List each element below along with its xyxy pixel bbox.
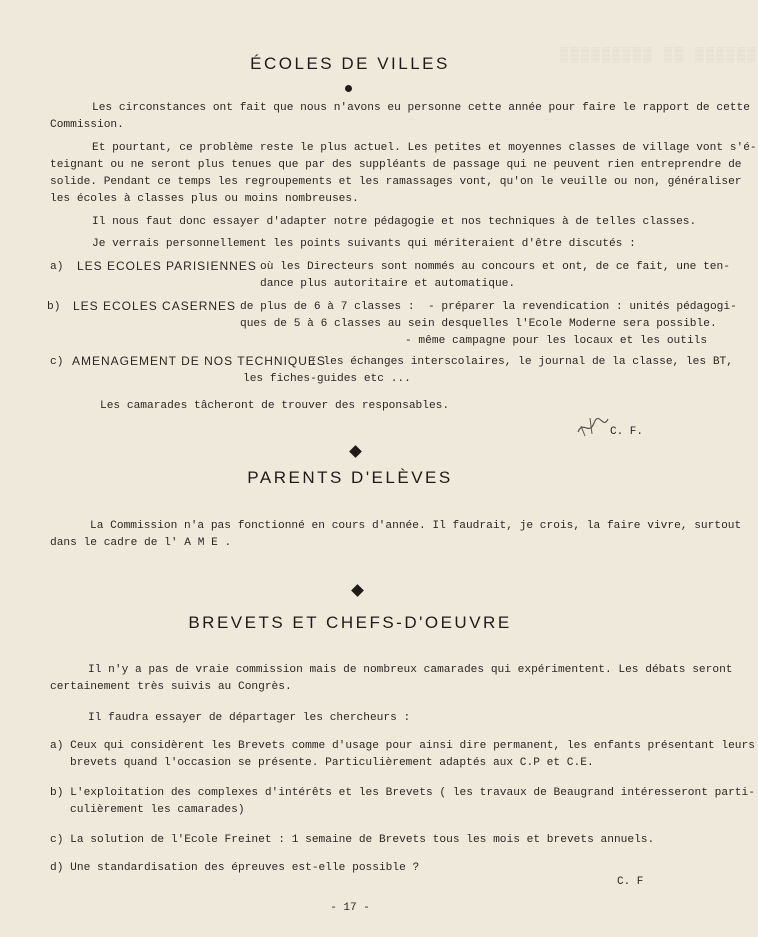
list-item-label: LES ECOLES PARISIENNES [77, 259, 257, 273]
page-number: - 17 - [330, 902, 370, 914]
signature: C. F [617, 876, 644, 888]
list-item-letter: b) [47, 301, 61, 313]
paragraph-line: teignant ou ne seront plus tenues que par des suppléants de passage qui ne peuvent rien entreprendre de [50, 159, 742, 171]
list-item-text: où les Directeurs sont nommés au concours et ont, de ce fait, une ten- [260, 261, 730, 273]
list-item-text: brevets quand l'occasion se présente. Particulièrement adaptés aux C.P et C.E. [70, 757, 594, 769]
list-item-text: b) L'exploitation des complexes d'intérêts et les Brevets ( les travaux de Beaugrand intéresseront parti- [50, 787, 755, 799]
list-item-label: AMENAGEMENT DE NOS TECHNIQUES [72, 354, 326, 368]
list-item-text: a) Ceux qui considèrent les Brevets comme d'usage pour ainsi dire permanent, les enfants présentant leurs [50, 740, 755, 752]
paragraph-line: Les circonstances ont fait que nous n'avons eu personne cette année pour faire le rapport de cette [92, 102, 750, 114]
paragraph-line: solide. Pendant ce temps les regroupements et les ramassages vont, qu'on le veuille ou non, généraliser [50, 176, 742, 188]
list-item-text: culièrement les camarades) [70, 804, 245, 816]
paragraph-line: La Commission n'a pas fonctionné en cours d'année. Il faudrait, je crois, la faire vivre, surtout [90, 520, 742, 532]
paragraph-line: Et pourtant, ce problème reste le plus actuel. Les petites et moyennes classes de village vont s'é- [92, 142, 757, 154]
list-item-text: - même campagne pour les locaux et les outils [405, 335, 708, 347]
list-item-text: les fiches-guides etc ... [243, 373, 411, 385]
paragraph-line: Les camarades tâcheront de trouver des responsables. [100, 400, 450, 412]
list-item-text: dance plus autoritaire et automatique. [260, 278, 516, 290]
paragraph-line: certainement très suivis au Congrès. [50, 681, 292, 693]
bullet-dot [345, 85, 352, 92]
paragraph-line: les écoles à classes plus ou moins nombreuses. [50, 193, 359, 205]
paragraph-line: Il nous faut donc essayer d'adapter notre pédagogie et nos techniques à de telles classes. [92, 216, 697, 228]
section-title-ecoles-de-villes: ÉCOLES DE VILLES [250, 54, 450, 73]
diamond-ornament-icon [351, 584, 364, 597]
list-item-text: de plus de 6 à 7 classes : - préparer la revendication : unités pédagogi- [240, 301, 737, 313]
bleed-through-text: ▒▒▒▒▒▒▒▒▒ ▒▒ ▒▒▒▒▒▒ [560, 48, 758, 64]
list-item-label: LES ECOLES CASERNES [73, 299, 237, 313]
list-item-text: d) Une standardisation des épreuves est-elle possible ? [50, 862, 420, 874]
signature: C. F. [610, 426, 644, 438]
section-title-parents-d-eleves: PARENTS D'ELÈVES [247, 468, 453, 487]
list-item-text: : les échanges interscolaires, le journal de la classe, les BT, [310, 356, 733, 368]
paragraph-line: Je verrais personnellement les points suivants qui mériteraient d'être discutés : [92, 238, 636, 250]
list-item-text: c) La solution de l'Ecole Freinet : 1 semaine de Brevets tous les mois et brevets annuels. [50, 834, 655, 846]
list-item-text: ques de 5 à 6 classes au sein desquelles l'Ecole Moderne sera possible. [240, 318, 717, 330]
paragraph-line: dans le cadre de l' A M E . [50, 537, 232, 549]
handwritten-mark [575, 414, 611, 440]
list-item-letter: a) [50, 261, 64, 273]
paragraph-line: Commission. [50, 119, 124, 131]
list-item-letter: c) [50, 356, 64, 368]
paragraph-line: Il faudra essayer de départager les chercheurs : [88, 712, 411, 724]
section-title-brevets-et-chefs-d-oeuvre: BREVETS ET CHEFS-D'OEUVRE [188, 613, 512, 632]
paragraph-line: Il n'y a pas de vraie commission mais de nombreux camarades qui expérimentent. Les débats seront [88, 664, 733, 676]
diamond-ornament-icon [349, 445, 362, 458]
